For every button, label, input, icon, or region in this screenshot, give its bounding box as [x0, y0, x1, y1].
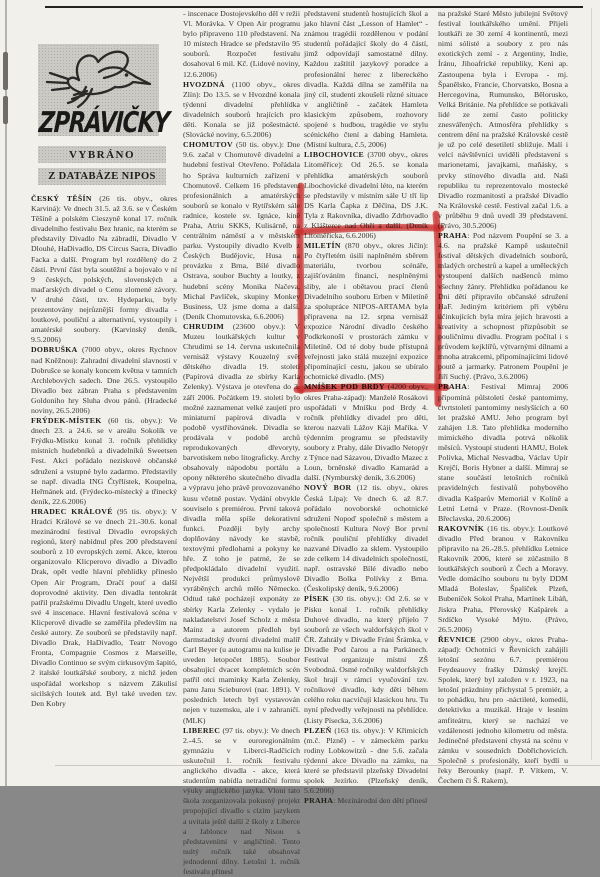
article-hradec-kralove-heading: HRADEC KRÁLOVÉ: [31, 506, 113, 516]
masthead-logo-box: [38, 44, 170, 140]
article-chrudim: CHRUDIM (23600 obyv.): V Muzeu loutkářských kultur v Chrudimi se 14. června uskutečnila vernisáž výstavy Kouzelný svět dětského divadla 19. století (Papírová divadla ze sbírky Karla Zelenky). Výstava je otevřena do 3. září 2006. Počátkem 19. století bylo možné zaznamenat velké zaujetí pro miniaturní papírová divadla v podobě vystřihovánek. Divadla se prodávala v podobě archů reprodukovaných dřevoryty, barvotiskem nebo litograficky. Archy obsahovaly nápodobu portálu a opony některého skutečného divadla a výpravu jeho právě provozovaného kusu včetně postav. Vydání obvykle souviselo s premiérou. První taková divadla měla spíše dekorativní funkci. Později byly archy doplňovány návody ke stavbě, textovými předlohami a pokyny ke hře. Z toho je patrné, že se předpokládalo divadelní využití. Největší produkci průmyslově vyráběných archů mělo Německo. Odtud také pocházejí exponáty ze sbírky Karla Zelenky - vydalo je nakladatelství Josef Scholz z města Mainz a autorem předloh byl darmstadtský dvorní divadelní malíř Carl Beyer (u autogramu na kulise je uveden letopočet 1885). Soubor obsahující dvacet kompletních scén patřil otci maminky Karla Zelenky, panu Janu Scieburovi (nar. 1891). V posledních letech byl vystavován nejen v tuzemsku, ale i v zahraničí. (MLK): [183, 321, 300, 725]
article-praha-poupeni-heading: PRAHA: [438, 231, 468, 241]
article-cesky-tesin-heading: ČESKÝ TĚŠÍN: [31, 194, 92, 203]
badge-z-databaze-nipos: Z DATABÁZE NIPOS: [38, 168, 166, 185]
text-column-3: [304, 9, 428, 806]
top-rule: [45, 6, 583, 8]
article-rakovnik: RAKOVNÍK (16 tis. obyv.): Loutkové divadlo Před branou v Rakovníku připravilo na 26.-28.5. přehlídku Letnice Rakovník 2006, které se zúčastnilo 8 loutkářských souborů z Čech a Moravy. Vedle domácího souboru tu byly DDM Mladá Boleslav, Špalíček Plzeň, Bubeníček Sokol Praha, Martínek Libáň, Jiskra Praha, Přerovský Kašpárek a Srdíčko Vysoké Mýto. (Právo, 26.5.2006): [438, 523, 568, 634]
article-praha-mimraj-heading: PRAHA: [438, 382, 468, 392]
article-praha-den-deti: PRAHA: Mezinárodní den dětí přinesl: [304, 796, 428, 806]
article-revnice-heading: ŘEVNICE: [438, 634, 477, 644]
article-praha-mimraj: PRAHA: Festival Mimraj 2006 připomíná půlstoletí české pantomimy, čtvrtstoletí pantomimy neslyšících a 60 let pražské AMU. Jeho program byl zahájen 1.8. Tato přehlídka moderního mimického divadla potrvá několik měsíců. Vystoupí studenti HAMU, Bolek Polívka, Michal Nesvadba, Václav Upír Krejčí, Boris Hybner a další. Mimraj se stane součástí letošních ročníků pravidelných festivalů pohybového divadla Kašparův Memoriál v Kolíně a Letní Letná v Praze. (Rovnost-Deník Břeclavska, 20.6.2006): [438, 382, 568, 523]
masthead-logo-script: ZPRÁVIČKY: [38, 107, 170, 140]
article-hvozdna: HVOZDNÁ (1100 obyv., okres Zlín): Do 13.5. se v Hvozdné konala týdenní divadelní přehlídka divadelních souborů hrajících pro děti. Konala se již pošestnácté. (Slovácké noviny, 6.5.2006): [183, 79, 300, 140]
article-hradec-kralove-continued: - inscenace Dostojevského děl v režii Vl. Morávka. V Open Air programu bylo připraveno 110 představení. Na 10 místech Hradce se představilo 95 souborů. Rozpočet festivalu dosahoval 6 mil. Kč. (Lidové noviny, 12.6.2006): [183, 9, 300, 79]
article-dobruska-heading: DOBRUŠKA: [31, 345, 78, 355]
article-hvozdna-heading: HVOZDNÁ: [183, 79, 225, 89]
article-dobruska: DOBRUŠKA (7000 obyv., okres Rychnov nad Kněžnou): Zahradní divadelní slavnosti v Dobrušce se konaly koncem května v tamních Archlebových sadech. Dne 26.5. vystoupilo Divadlo bez zábran Praha s představením Goldoniho hry Sluha dvou pánů. (Hradecké noviny, 26.5.2006): [31, 345, 177, 415]
bird-logo-icon: [41, 46, 155, 108]
page-bottom-shadow: [55, 765, 600, 766]
article-plzen: PLZEŇ (163 tis. obyv.): V Křimicích (m.č. Plzně) - v zámeckém parku rodiny Lobkowitzů - dne 5.6. začala týdenní akce Divadlo na zámku, na které se představil plzeňský Divadelní spolek Jezírko. (Plzeňský deník, 5.6.2006): [304, 725, 428, 796]
article-praha-poupeni: PRAHA: Pod názvem Poupění se 3. a 4.6. na pražské Kampě uskutečnil festival dětských divadelních souborů, mladých orchestrů a kapel a uměleckých vystoupení dalších nadšenců mimo všechny žánry. Přehlídku pořádanou ke Dni dětí připravilo občanské sdružení HaF. Jediným kritériem při výběru účinkujících byla míra jejich hravosti a kreativity a schopnost přizpůsobit se pouličnímu divadlu. Program počítal i s průvodem kejklířů, výtvarnými dílnami a mnoha atrakcemi, připomínajícími lidové poutě a jarmarky. Patronem Poupění je Jiří Suchý. (Právo, 3.6.2006): [438, 231, 568, 382]
article-frydek-mistek-heading: FRÝDEK-MÍSTEK: [31, 416, 102, 426]
text-column-4: [438, 9, 568, 786]
text-column-2: [183, 9, 300, 876]
article-plzen-heading: PLZEŇ: [304, 725, 332, 735]
article-pisek-heading: PÍSEK: [304, 594, 329, 604]
article-novy-bor: NOVÝ BOR (12 tis. obyv., okres Česká Lípa): Ve dnech 6. až 8.7. pořádalo novoborské ochotnické sdružení Nopoď společně s městem a společností Kultura Nový Bor první ročník pouliční přehlídky divadel nazvané Divadlo za sklem. Vystoupilo zde celkem 14 divadelních společností, např. ostravské Bílé divadlo nebo Divadlo Bolka Polívky z Brna. (Českolipský deník, 9.6.2006): [304, 483, 428, 594]
page-right-shadow: [591, 8, 592, 760]
article-mnisek-pod-brdy-heading: MNÍŠEK POD BRDY: [304, 382, 385, 392]
article-miletin-heading: MILETÍN: [304, 241, 341, 251]
binding-mark: [3, 96, 8, 124]
badge-vybrano: VYBRÁNO: [38, 146, 166, 163]
article-cesky-tesin: ČESKÝ TĚŠÍN (26 tis. obyv., okres Karviná): Ve dnech 31.5. až 3.6. se v Českém Těšíně a polském Cieszyně konal 17. ročník divadelního festivalu Bez hranic, na kterém se představily Divadlo Na zábradlí, Divadlo V Dlouhé, HaDivadlo, DS Circus Sacra, Divadlo Facka a další. Program byl rozdělený do 2 částí. První část byla soutěžní a bojovalo v ní 9 českých, polských, slovenských a maďarských divadel o Cenu zlomené závory. V druhé části, tzv. Hydeparku, byly prezentovány nejrůznější formy divadla - loutkové, pouliční a alternativní, vystoupily i amatérské soubory. (Karvinský deník, 9.5.2006): [31, 194, 177, 345]
article-rakovnik-heading: RAKOVNÍK: [438, 523, 485, 533]
article-liberec-heading: LIBEREC: [183, 725, 221, 735]
article-chomutov-heading: CHOMUTOV: [183, 140, 233, 150]
article-libochovice: LIBOCHOVICE (3700 obyv., okres Litoměřice): Od 26.5. se konala přehlídka amatérských souborů Libochovické divadelní léto, na kterém se představily v místním sále U tří lip DS Karla Čapka z Děčína, DS J.K. Tyla z Rakovníka, divadlo Zdrhovadlo z Klášterce nad Ohří a další. (Deník Litoměřicka, 6.6.2006): [304, 150, 428, 241]
article-libochovice-heading: LIBOCHOVICE: [304, 150, 365, 160]
article-mnisek-pod-brdy: MNÍŠEK POD BRDY (4200 obyv., okres Praha-západ): Manželé Rosákovi uspořádali v Mníšku pod Brdy 4. ročník přehlídky divadel pro děti, kterou nazvali Lážov Káji Maříka. V týdenním programu se představily soubory z Prahy, dále Divadlo Netopýr z Týnce nad Sázavou, Divadlo Mazec z Loun, brněnské divadlo Kamarád a další. (Nymburský deník, 3.6.2006): [304, 382, 428, 483]
article-chrudim-heading: CHRUDIM: [183, 321, 225, 331]
article-praha-den-deti-heading: PRAHA: [304, 796, 334, 806]
article-praha-den-deti-continued: na pražské Staré Město jubilejní Světový festival loutkářského umění. Přijeli loutkáři ze 30 zemí 4 kontinentů, mezi nimi sólisté a soubory z pro nás exotických zemí - z Argentiny, Indie, Íránu, Jihoafrické republiky, Keni ap. Zastoupena byla i Evropa - mj. Španělsko, Francie, Chorvatsko, Bosna a Hercegovina, Rumunsko, Bělorusko, Velká Británie. Na přehlídce se potkávali lidé ze zemí často politicky znesvářených. Atmosféra přehlídky s centrem dění na pražské Královské cestě je už po celé desetiletí sbližuje. Malí i velcí návštěvníci uviděli představení s marionetami, javajkami, maňásky, s prvky stínového divadla atd. Naši republiku tu reprezentovalo mostecké Divadlo rozmanitostí a pražské Divadlo Na Královské cestě. Festival začal 1.6. a v průběhu 9 dnů uvedl 39 představení. (Právo, 30.5.2006): [438, 9, 568, 230]
article-miletin: MILETÍN (870 obyv., okres Jičín): Po čtyřletém úsilí naplněném sběrem materiálu, tvorbou scénáře, zajišťováním financí, nesplněnými sliby, ale i obětavou prací členů Divadelního souboru Erben v Miletíně za spolupráce NIPOS-ARTAMA byla připravena na 12. srpna vernisáž expozice Národní divadlo českého Podkrkonoší v prostorách zámku v Miletíně. Od té doby bude přístupná veřejnosti jako stálá muzejní expozice připomínající cestu, jakou se ubíralo ochotnické divadlo. (MS): [304, 241, 428, 382]
article-pisek: PÍSEK (30 tis. obyv.): Od 2.6. se v Písku konal 1. ročník přehlídky Duhové divadlo, na který přijelo 7 souborů ze všech waldorfských škol v ČR. Zahrály v Divadle Fráni Šrámka, v Divadle Pod čarou a na Parkánech. Festival organizuje místní ZŠ Svobodná. Osmé ročníky waldorfských škol hrají v rámci vyučování tzv. ročníkové divadlo, kdy děti během celého roku nacvičují klasickou hru. Tu nyní předvedly veřejnosti na přehlídce. (Listy Písecka, 3.6.2006): [304, 594, 428, 725]
article-revnice: ŘEVNICE (2900 obyv., okres Praha-západ): Ochotníci v Řevnicích zahájili letošní sezónu 6.7. premiérou Feydeauovy frašky Dámský krejčí. Spolek, který byl založen v r. 1923, na letošní prázdniny přichystal 5 premiér, a to pohádku, hru pro -náctileté, komedii, detektivku a muzikál. Hraje v lesním amfiteátru, který se nachází ve vzdálenosti jednoho kilometru od města. Jedinečné představení chystá na scénu v zámku v sousedních Dobřichovicích. Společně s profesionály, kteří bydlí u řeky Berounky (např. P. Vítkem, V. Čechem či Š. Rakem),: [438, 634, 568, 786]
text-column-1: [31, 194, 177, 756]
article-hradec-kralove: HRADEC KRÁLOVÉ (95 tis. obyv.): V Hradci Králové se ve dnech 21.-30.6. konal mezinárodní festival Divadlo evropských regionů, který nabídnul přes 200 představení souborů z 10 evropských zemí. Akce, kterou organizovalo Klicperovo divadlo a Divadlo Drak, opět vedle hlavní přehlídky přineslo Open Air Program, Dračí pouť a další doprovodné aktivity. Den divadla tentokrát patřil pražskému Divadlu Ungelt, které uvedlo své 4 inscenace. Hlavní festivalová scéna v Klicperově divadle se zaměřila především na české autory. Ze souborů se představily např. Divadlo Drak, HaDivadlo, Teatr Novogo Fronta, Compagnie Cosmos z Marseille, Divadlo Continuo se svým cirkusovým šapitó, 2 italské loutkářské soubory, z nichž jeden uspořádal workshop s názvem Zákulisí sicilských loutek atd. Byl také uveden tzv. Den Kobry: [31, 506, 178, 708]
article-novy-bor-heading: NOVÝ BOR: [304, 483, 352, 493]
binding-mark: [3, 52, 8, 90]
article-chomutov: CHOMUTOV (50 tis. obyv.): Dne 9.6. začal v Chomutově divadelní a hudební festival Otevřeno. Pořádala ho Správa kulturních zařízení v Chomutově. Celkem 16 představení profesionálních a amatérských souborů se konalo v Rytířském sále radnice, kostele sv. Ignáce, kině Praha, Atriu SKKS, Kulisárně, na centrálním náměstí a v městském parku. Vystoupily divadlo Kvelb z Českých Budějovic, Husa na provázku z Brna, Bílé divadlo Ostrava, soubor Buchty a loutky, z hudební scény Monika Načeva, Michal Pavlíček, skupiny Monkey Business, Už jsme doma a další. (Deník Chomutovska, 6.6.2006): [183, 140, 300, 321]
article-liberec: LIBEREC (97 tis. obyv.): Ve dnech 2.-4.5. se v euroregionálním gymnáziu v Liberci-Radčicích uskutečnil 1. ročník festivalu anglického divadla - akce, která studentům nabídla netradiční formu výuky anglického jazyka. Vloni tato škola zorganizovala pokusný projekt propojující divadlo s cizím jazykem a uvítala ještě další 2 školy z Liberce a Jablonce nad Nisou s představeními v angličtině. Tento nultý ročník také obsahoval jednodenní dílny. Letošní 1. ročník festivalu přinesl: [183, 725, 300, 876]
article-liberec-continued: představení studentů hostujících škol a jako hlavní část „Lesson of Hamlet“ - známou tragédii rozdělenou v podání studentů pořádající školy do 4 částí, jimž odpovídají samostatné dílny. Každou zaštítil jazykový poradce a profesionální herec z libereckého divadla. Každá dílna se zaměřila na jiný cíl, studenti zkoušeli různé situace v angličtině - začátek Hamleta klasickým způsobem, rozhovory spojené s hudbou, tragédie ve stylu scénického čtení a dabing Hamleta. (Místní kultura, č.5, 2006): [304, 9, 428, 150]
article-frydek-mistek: FRÝDEK-MÍSTEK (60 tis. obyv.): Ve dnech 23. a 24.6. se v areálu Sokolík ve Frýdku-Místku konal 3. ročník přehlídky místních hudebníků a divadelníků Sweetsen Fest. Akci pořádalo neziskové občanské sdružení a vstupné bylo zadarmo. Představily se např. divadla ING Čtyřlístek, Koupelna, Heřmánek atd. (Frýdecko-místecký a třinecký deník, 22.6.2006): [31, 416, 177, 506]
